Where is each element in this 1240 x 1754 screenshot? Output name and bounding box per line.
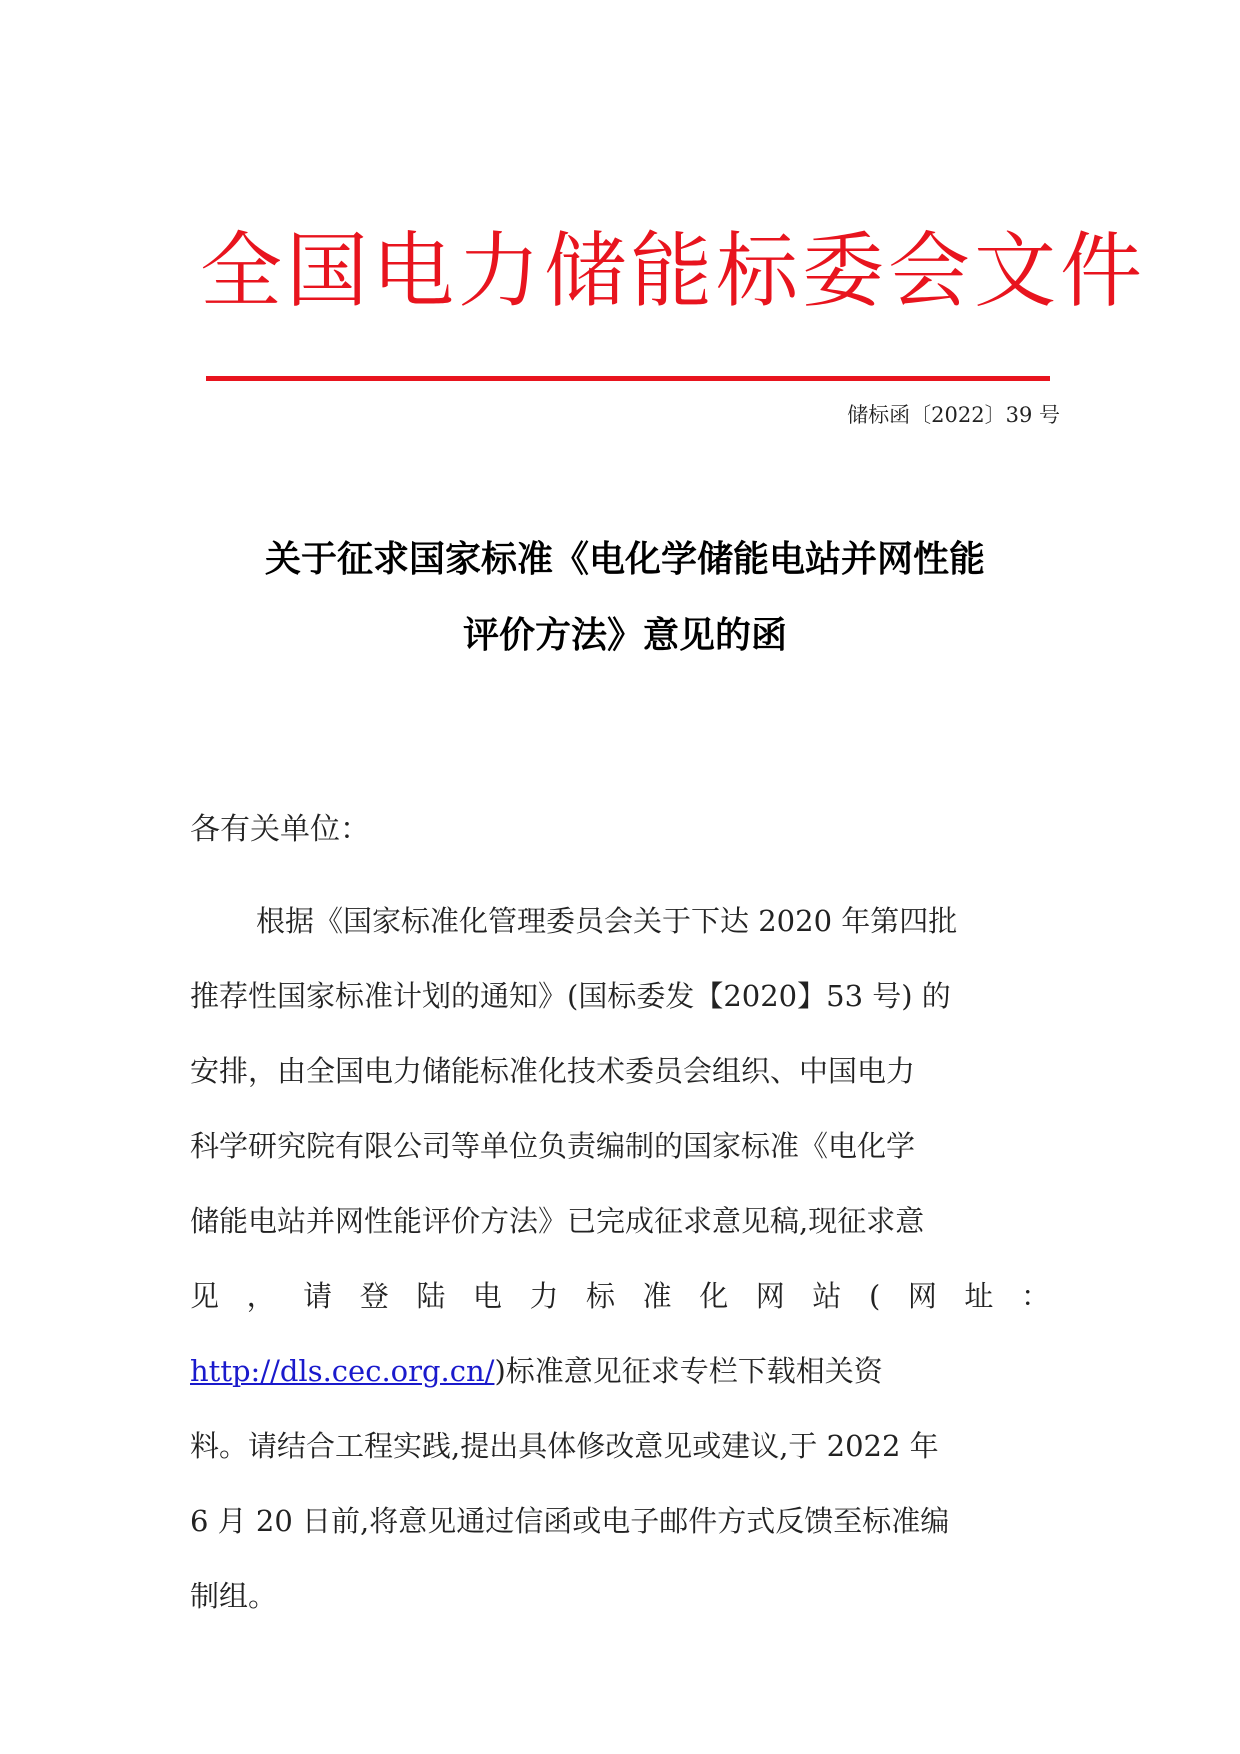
spaced-char: 网	[755, 1279, 785, 1313]
letter-title	[200, 522, 1050, 674]
spaced-char: ，	[246, 1279, 276, 1313]
website-link[interactable]: http://dls.cec.org.cn/	[190, 1354, 495, 1388]
body-line-with-link	[190, 1334, 1060, 1409]
spaced-char: 见	[190, 1279, 220, 1313]
spaced-char: 化	[699, 1279, 729, 1313]
red-divider	[206, 376, 1050, 381]
spaced-char: 准	[642, 1279, 672, 1313]
spaced-char: ：	[1020, 1279, 1050, 1313]
letter-title-line-2: 评价方法》意见的函	[462, 615, 787, 656]
spaced-char: 站	[812, 1279, 842, 1313]
body-line: 制组。	[190, 1579, 278, 1613]
spaced-char: 陆	[416, 1279, 446, 1313]
letter-body	[190, 884, 1060, 1634]
spaced-char: 电	[472, 1279, 502, 1313]
spaced-char: 登	[359, 1279, 389, 1313]
body-line: 安排，由全国电力储能标准化技术委员会组织、中国电力	[190, 1054, 916, 1088]
masthead-title: 全国电力储能标委会文件	[200, 224, 1147, 319]
body-line: 推荐性国家标准计划的通知》(国标委发【2020】53 号) 的	[190, 979, 951, 1013]
spaced-char: 网	[907, 1279, 937, 1313]
spaced-char: 力	[529, 1279, 559, 1313]
body-line: 储能电站并网性能评价方法》已完成征求意见稿,现征求意	[190, 1204, 925, 1238]
spaced-char: 址	[964, 1279, 994, 1313]
document-number: 储标函〔2022〕39 号	[847, 403, 1060, 427]
spaced-char: 标	[586, 1279, 616, 1313]
spaced-char: 请	[303, 1279, 333, 1313]
body-line-link-suffix: )标准意见征求专栏下载相关资	[494, 1354, 883, 1388]
body-line: 科学研究院有限公司等单位负责编制的国家标准《电化学	[190, 1129, 916, 1163]
body-line: 根据《国家标准化管理委员会关于下达 2020 年第四批	[256, 904, 958, 938]
spaced-char: (	[868, 1279, 881, 1313]
body-line: 6 月 20 日前,将意见通过信函或电子邮件方式反馈至标准编	[190, 1504, 950, 1538]
letter-title-line-1: 关于征求国家标准《电化学储能电站并网性能	[264, 539, 985, 580]
body-line-spaced	[190, 1259, 1050, 1334]
body-line: 料。请结合工程实践,提出具体修改意见或建议,于 2022 年	[190, 1429, 939, 1463]
salutation: 各有关单位：	[190, 812, 370, 847]
